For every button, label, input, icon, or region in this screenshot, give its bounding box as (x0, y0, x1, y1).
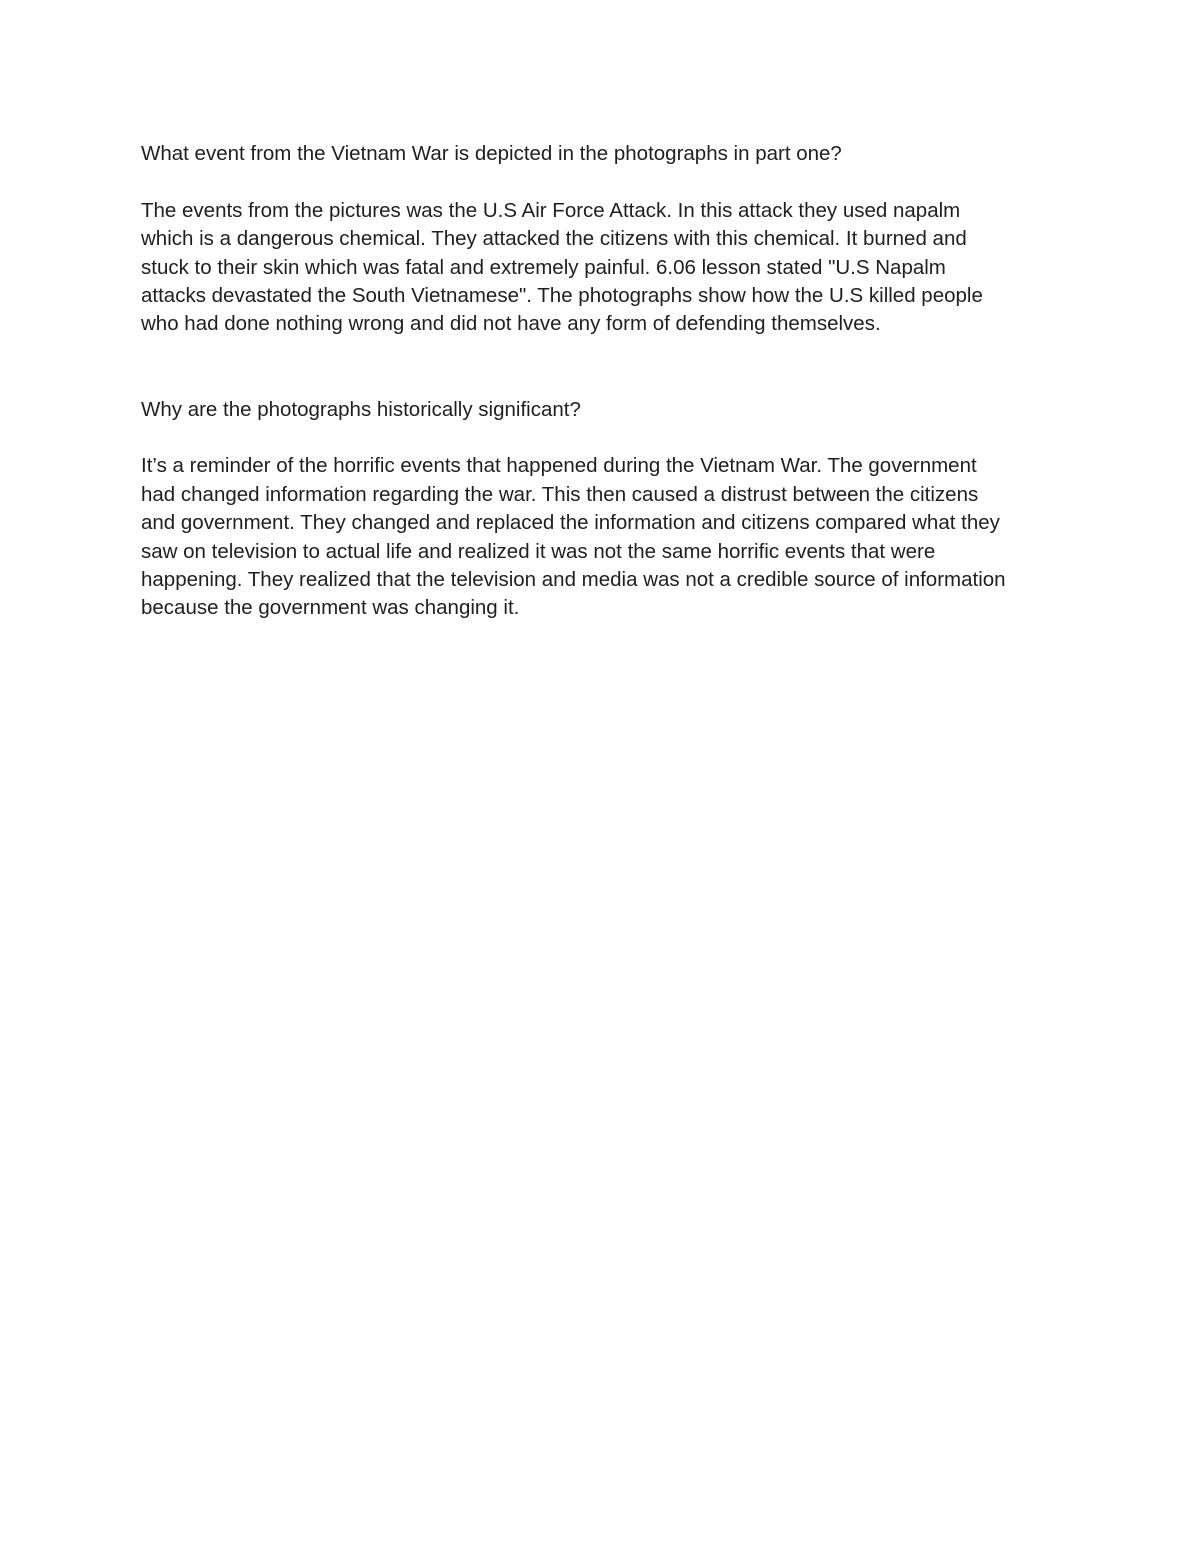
answer-1-line: which is a dangerous chemical. They attacked the citizens with this chemical. It burned and (141, 227, 967, 251)
answer-1-line: who had done nothing wrong and did not have any form of defending themselves. (141, 312, 881, 336)
answer-1-line: attacks devastated the South Vietnamese". The photographs show how the U.S killed people (141, 284, 983, 308)
question-1: What event from the Vietnam War is depicted in the photographs in part one? (141, 142, 842, 165)
answer-2-line: It’s a reminder of the horrific events that happened during the Vietnam War. The government (141, 454, 977, 478)
answer-2-line: had changed information regarding the war. This then caused a distrust between the citizens (141, 482, 979, 506)
answer-2 (141, 452, 1081, 622)
answer-2-line: because the government was changing it. (141, 596, 520, 620)
spacer (141, 168, 1081, 196)
answer-1-line: stuck to their skin which was fatal and extremely painful. 6.06 lesson stated "U.S Napalm (141, 255, 946, 279)
spacer (141, 424, 1081, 452)
answer-1-line: The events from the pictures was the U.S Air Force Attack. In this attack they used napalm (141, 198, 961, 222)
question-2: Why are the photographs historically significant? (141, 397, 581, 421)
answer-2-line: and government. They changed and replaced the information and citizens compared what they (141, 511, 1000, 535)
answer-2-line: happening. They realized that the television and media was not a credible source of information (141, 568, 1006, 592)
document-body (141, 140, 1081, 623)
answer-2-line: saw on television to actual life and realized it was not the same horrific events that were (141, 539, 936, 563)
spacer (141, 339, 1081, 396)
answer-1 (141, 197, 1081, 339)
